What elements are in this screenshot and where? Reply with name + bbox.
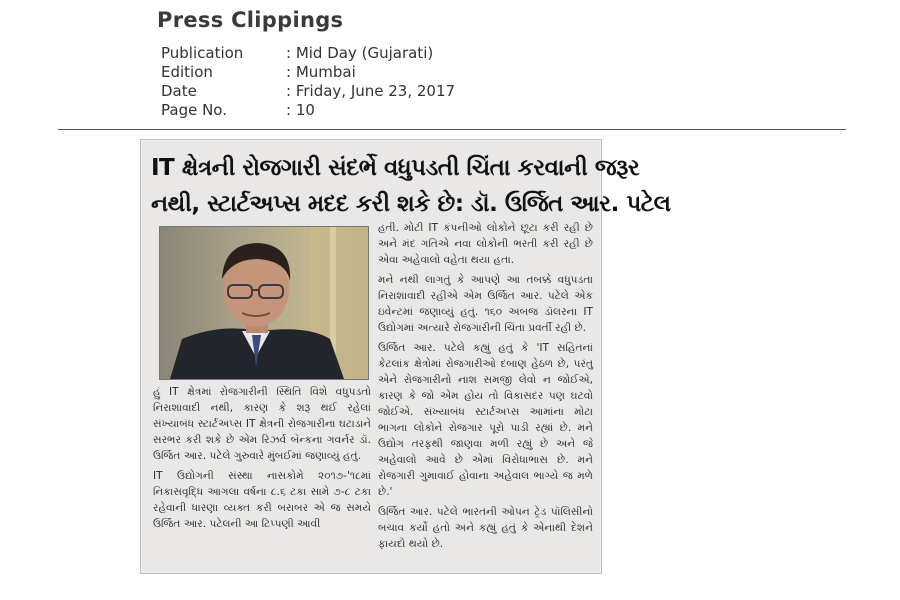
left-paragraph-2: IT ઉદ્યોગની સંસ્થા નાસકોમે ૨૦૧૭-'૧૮માં નિકાસવૃદ્ધિ આગલા વર્ષના ૮.૬ ટકા સામે ૭-૮ ટકા રહેવાની ધારણા વ્યક્ત કરી બરાબર એ જ સમયે ઉર્જિત આર. પટેલની આ ટિપ્પણી આવી xyxy=(153,470,371,530)
publication-details xyxy=(161,44,455,120)
page-title: Press Clippings xyxy=(157,8,344,32)
left-paragraph-1: હું IT ક્ષેત્રમાં રોજગારીની સ્થિતિ વિશે વધુપડતો નિરાશાવાદી નથી, કારણ કે શરૂ થઈ રહેલાં સંખ્યાબંધ સ્ટાર્ટઅપ્સ IT ક્ષેત્રની રોજગારીના ઘટાડાને સરભર કરી શકે છે એમ રિઝર્વ બૅન્કના ગવર્નર ડૉ. ઉર્જિત આર. પટેલે ગુરુવારે મુંબઈમાં જણાવ્યું હતું. xyxy=(153,386,371,462)
date-label: Date xyxy=(161,82,197,100)
portrait-photo-icon xyxy=(160,227,368,379)
right-paragraph-1: હતી. મોટી IT કંપનીઓ લોકોને છૂટા કરી રહી છે અને મંદ ગતિએ નવા લોકોની ભરતી કરી રહી છે એવા અહેવાલો વહેતા થયા હતા. xyxy=(378,222,593,266)
headline-line-2: નથી, સ્ટાર્ટઅપ્સ મદદ કરી શકે છે: ડૉ. ઉર્જિત આર. પટેલ xyxy=(151,191,671,217)
date-value: : Friday, June 23, 2017 xyxy=(286,82,456,100)
right-paragraph-2: મને નથી લાગતું કે આપણે આ તબક્કે વધુપડતા નિરાશાવાદી રહીએ એમ ઉર્જિત આર. પટેલે એક ઇવેન્ટમાં જણાવ્યું હતું. ૧૬૦ અબજ ડૉલરના IT ઉદ્યોગમાં અત્યારે રોજગારીની ચિંતા પ્રવર્તી રહી છે. xyxy=(378,274,593,334)
page-number-value: : 10 xyxy=(286,101,315,119)
newspaper-clipping xyxy=(140,139,671,574)
headline-line-1: IT ક્ષેત્રની રોજગારી સંદર્ભે વધુપડતી ચિંતા કરવાની જરૂર xyxy=(151,155,640,181)
article-right-column xyxy=(378,220,593,552)
right-paragraph-4: ઉર્જિત આર. પટેલે ભારતની ઓપન ટ્રેડ પૉલિસીનો બચાવ કર્યો હતો અને કહ્યું હતું કે એનાથી દેશને ફાયદો થયો છે. xyxy=(378,506,593,550)
article-left-column xyxy=(153,384,371,532)
publication-row xyxy=(161,44,455,63)
publication-label: Publication xyxy=(161,44,244,62)
header-divider xyxy=(58,129,846,130)
right-paragraph-3: ઉર્જિત આર. પટેલે કહ્યું હતું કે 'IT સહિતનાં કેટલાંક ક્ષેત્રોમાં રોજગારીઓ દબાણ હેઠળ છે, પરંતુ એને રોજગારીનો નાશ સમજી લેવો ન જોઈએ, કારણ કે જો એમ હોય તો વિકાસદર પણ ઘટવો જોઈએ. સંખ્યાબંધ સ્ટાર્ટઅપ્સ આમાંના મોટા ભાગના લોકોને રોજગાર પૂરો પાડી રહ્યાં છે. મને ઉદ્યોગ તરફથી જાણવા મળી રહ્યું છે અને જે અહેવાલો આવે છે એમાં વિરોધાભાસ છે. મને રોજગારી ગુમાવાઈ હોવાના અહેવાલ ભાગ્યે જ મળે છે.' xyxy=(378,342,593,498)
publication-value: : Mid Day (Gujarati) xyxy=(286,44,434,62)
portrait-photo xyxy=(159,226,369,380)
edition-value: : Mumbai xyxy=(286,63,356,81)
article-headline xyxy=(151,150,671,222)
date-row xyxy=(161,82,455,101)
edition-row xyxy=(161,63,455,82)
edition-label: Edition xyxy=(161,63,213,81)
page-number-row xyxy=(161,101,455,120)
page-number-label: Page No. xyxy=(161,101,227,119)
